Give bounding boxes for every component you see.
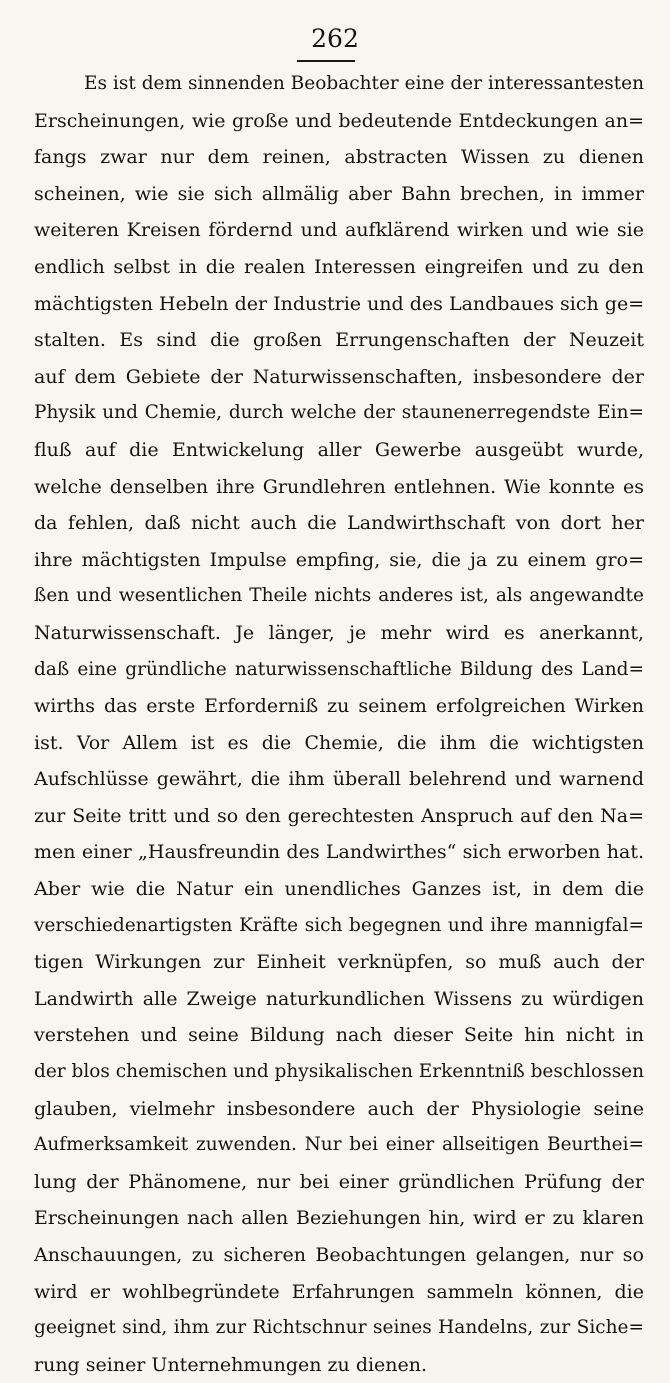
text-line: Es ist dem sinnenden Beobachter eine der interessantesten (84, 73, 644, 94)
text-line: glauben, vielmehr insbesondere auch der Physiologie seine (34, 1097, 644, 1120)
text-line: wirths das erste Erforderniß zu seinem erfolgreichen Wirken (34, 695, 644, 718)
text-line: Naturwissenschaft. Je länger, je mehr wird es anerkannt, (34, 621, 644, 644)
page-number-rule (297, 60, 355, 62)
text-line: wird er wohlbegründete Erfahrungen sammeln können, die (34, 1280, 644, 1303)
text-line: daß eine gründliche naturwissenschaftliche Bildung des Land= (34, 658, 644, 680)
text-line: Aber wie die Natur ein unendliches Ganzes ist, in dem die (34, 878, 644, 901)
body-text (34, 66, 644, 1383)
text-line: da fehlen, daß nicht auch die Landwirthschaft von dort her (34, 512, 644, 535)
page-number: 262 (311, 24, 359, 53)
text-line: lung der Phänomene, nur bei einer gründlichen Prüfung der (34, 1170, 644, 1193)
text-line: Anschauungen, zu sicheren Beobachtungen gelangen, nur so (34, 1244, 644, 1266)
text-line: verschiedenartigsten Kräfte sich begegnen und ihre mannigfal= (34, 914, 644, 936)
text-line: weiteren Kreisen fördernd und aufklärend wirken und wie sie (34, 219, 644, 242)
text-line: Landwirth alle Zweige naturkundlichen Wissens zu würdigen (34, 987, 644, 1010)
text-line: men einer „Hausfreundin des Landwirthes“ sich erworben hat. (34, 841, 644, 864)
text-line: welche denselben ihre Grundlehren entlehnen. Wie konnte es (34, 475, 644, 498)
text-line: stalten. Es sind die großen Errungenschaften der Neuzeit (34, 329, 644, 352)
text-line: Aufmerksamkeit zuwenden. Nur bei einer allseitigen Beurthei= (34, 1134, 644, 1156)
text-line: auf dem Gebiete der Naturwissenschaften, insbesondere der (34, 365, 644, 388)
text-line: Aufschlüsse gewährt, die ihm überall belehrend und warnend (34, 768, 644, 791)
text-line: Physik und Chemie, durch welche der staunenerregendste Ein= (34, 402, 644, 424)
text-line: mächtigsten Hebeln der Industrie und des Landbaues sich ge= (34, 292, 644, 315)
text-line: verstehen und seine Bildung nach dieser Seite hin nicht in (34, 1024, 644, 1047)
text-line: zur Seite tritt und so den gerechtesten Anspruch auf den Na= (34, 804, 644, 827)
text-line: der blos chemischen und physikalischen Erkenntniß beschlossen (34, 1061, 644, 1083)
text-line: ist. Vor Allem ist es die Chemie, die ihm die wichtigsten (34, 731, 644, 754)
text-line: scheinen, wie sie sich allmälig aber Bahn brechen, in immer (34, 182, 644, 205)
text-line: Erscheinungen, wie große und bedeutende Entdeckungen an= (34, 109, 644, 132)
text-line: ihre mächtigsten Impulse empfing, sie, die ja zu einem gro= (34, 548, 644, 571)
text-line: tigen Wirkungen zur Einheit verknüpfen, so muß auch der (34, 951, 644, 974)
text-line: geeignet sind, ihm zur Richtschnur seines Handelns, zur Siche= (34, 1317, 644, 1339)
text-line: rung seiner Unternehmungen zu dienen. (34, 1353, 428, 1376)
text-line: fluß auf die Entwickelung aller Gewerbe ausgeübt wurde, (34, 438, 644, 461)
text-line: fangs zwar nur dem reinen, abstracten Wissen zu dienen (34, 146, 644, 169)
text-line: Erscheinungen nach allen Beziehungen hin, wird er zu klaren (34, 1207, 644, 1230)
text-line: endlich selbst in die realen Interessen eingreifen und zu den (34, 255, 644, 278)
text-line: ßen und wesentlichen Theile nichts anderes ist, als angewandte (34, 585, 644, 607)
